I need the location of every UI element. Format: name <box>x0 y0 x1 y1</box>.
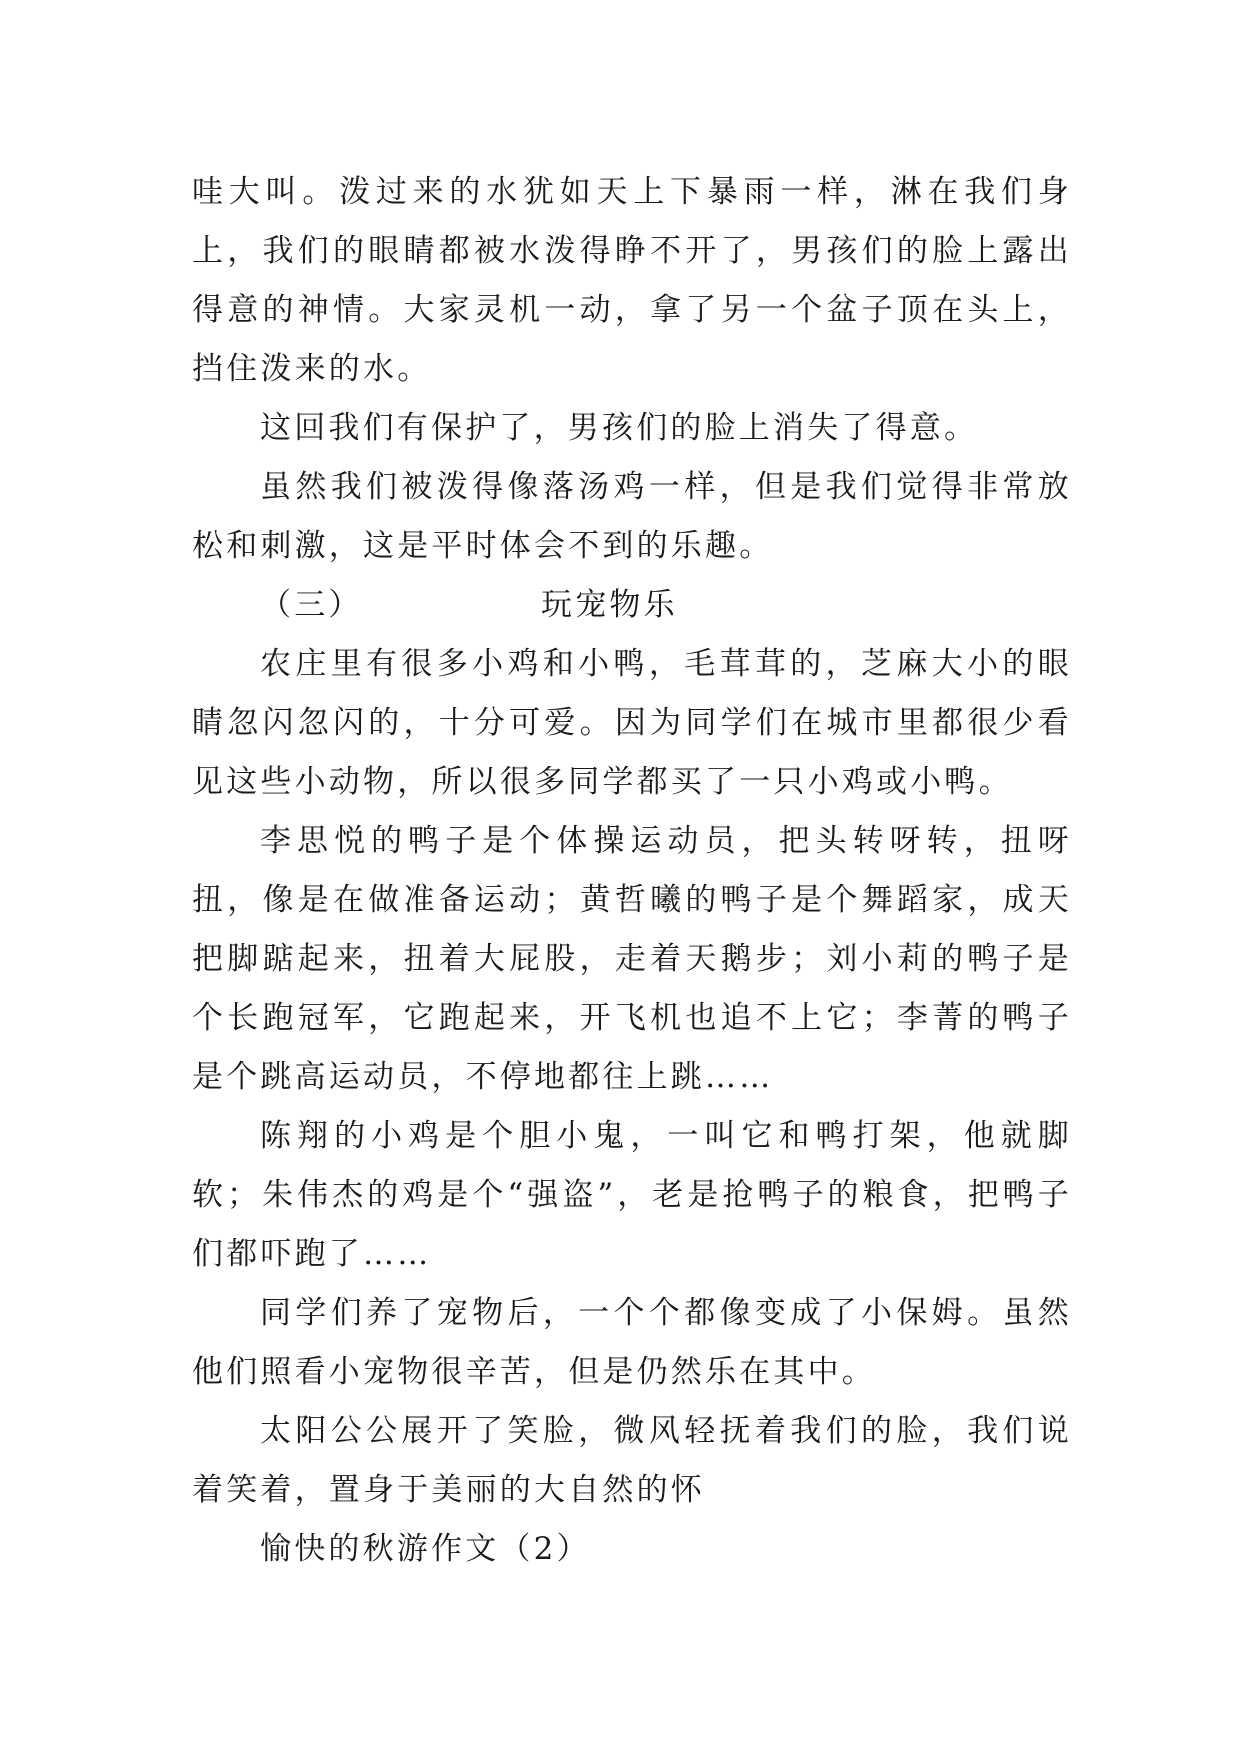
document-body <box>192 163 1072 1579</box>
section-number: （三） <box>260 587 363 623</box>
paragraph: 李思悦的鸭子是个体操运动员，把头转呀转，扭呀扭，像是在做准备运动；黄哲曦的鸭子是个舞蹈家，成天把脚踮起来，扭着大屁股，走着天鹅步；刘小莉的鸭子是个长跑冠军，它跑起来，开飞机也追不上它；李菁的鸭子是个跳高运动员，不停地都往上跳…… <box>192 823 1072 1095</box>
paragraph-continued: 哇大叫。泼过来的水犹如天上下暴雨一样，淋在我们身上，我们的眼睛都被水泼得睁不开了，男孩们的脸上露出得意的神情。大家灵机一动，拿了另一个盆子顶在头上，挡住泼来的水。 <box>192 174 1072 387</box>
paragraph: 太阳公公展开了笑脸，微风轻抚着我们的脸，我们说着笑着，置身于美丽的大自然的怀 <box>192 1413 1072 1508</box>
paragraph: 虽然我们被泼得像落汤鸡一样，但是我们觉得非常放松和刺激，这是平时体会不到的乐趣。 <box>192 469 1072 564</box>
section-heading <box>192 576 1072 635</box>
paragraph: 陈翔的小鸡是个胆小鬼，一叫它和鸭打架，他就脚软；朱伟杰的鸡是个“强盗”，老是抢鸭子的粮食，把鸭子们都吓跑了…… <box>192 1118 1072 1272</box>
paragraph: 这回我们有保护了，男孩们的脸上消失了得意。 <box>260 410 979 446</box>
paragraph: 农庄里有很多小鸡和小鸭，毛茸茸的，芝麻大小的眼睛忽闪忽闪的，十分可爱。因为同学们在城市里都很少看见这些小动物，所以很多同学都买了一只小鸡或小鸭。 <box>192 646 1072 800</box>
paragraph: 同学们养了宠物后，一个个都像变成了小保姆。虽然他们照看小宠物很辛苦，但是仍然乐在其中。 <box>192 1295 1072 1390</box>
essay-title: 愉快的秋游作文（2） <box>260 1531 591 1567</box>
section-title: 玩宠物乐 <box>541 587 678 623</box>
